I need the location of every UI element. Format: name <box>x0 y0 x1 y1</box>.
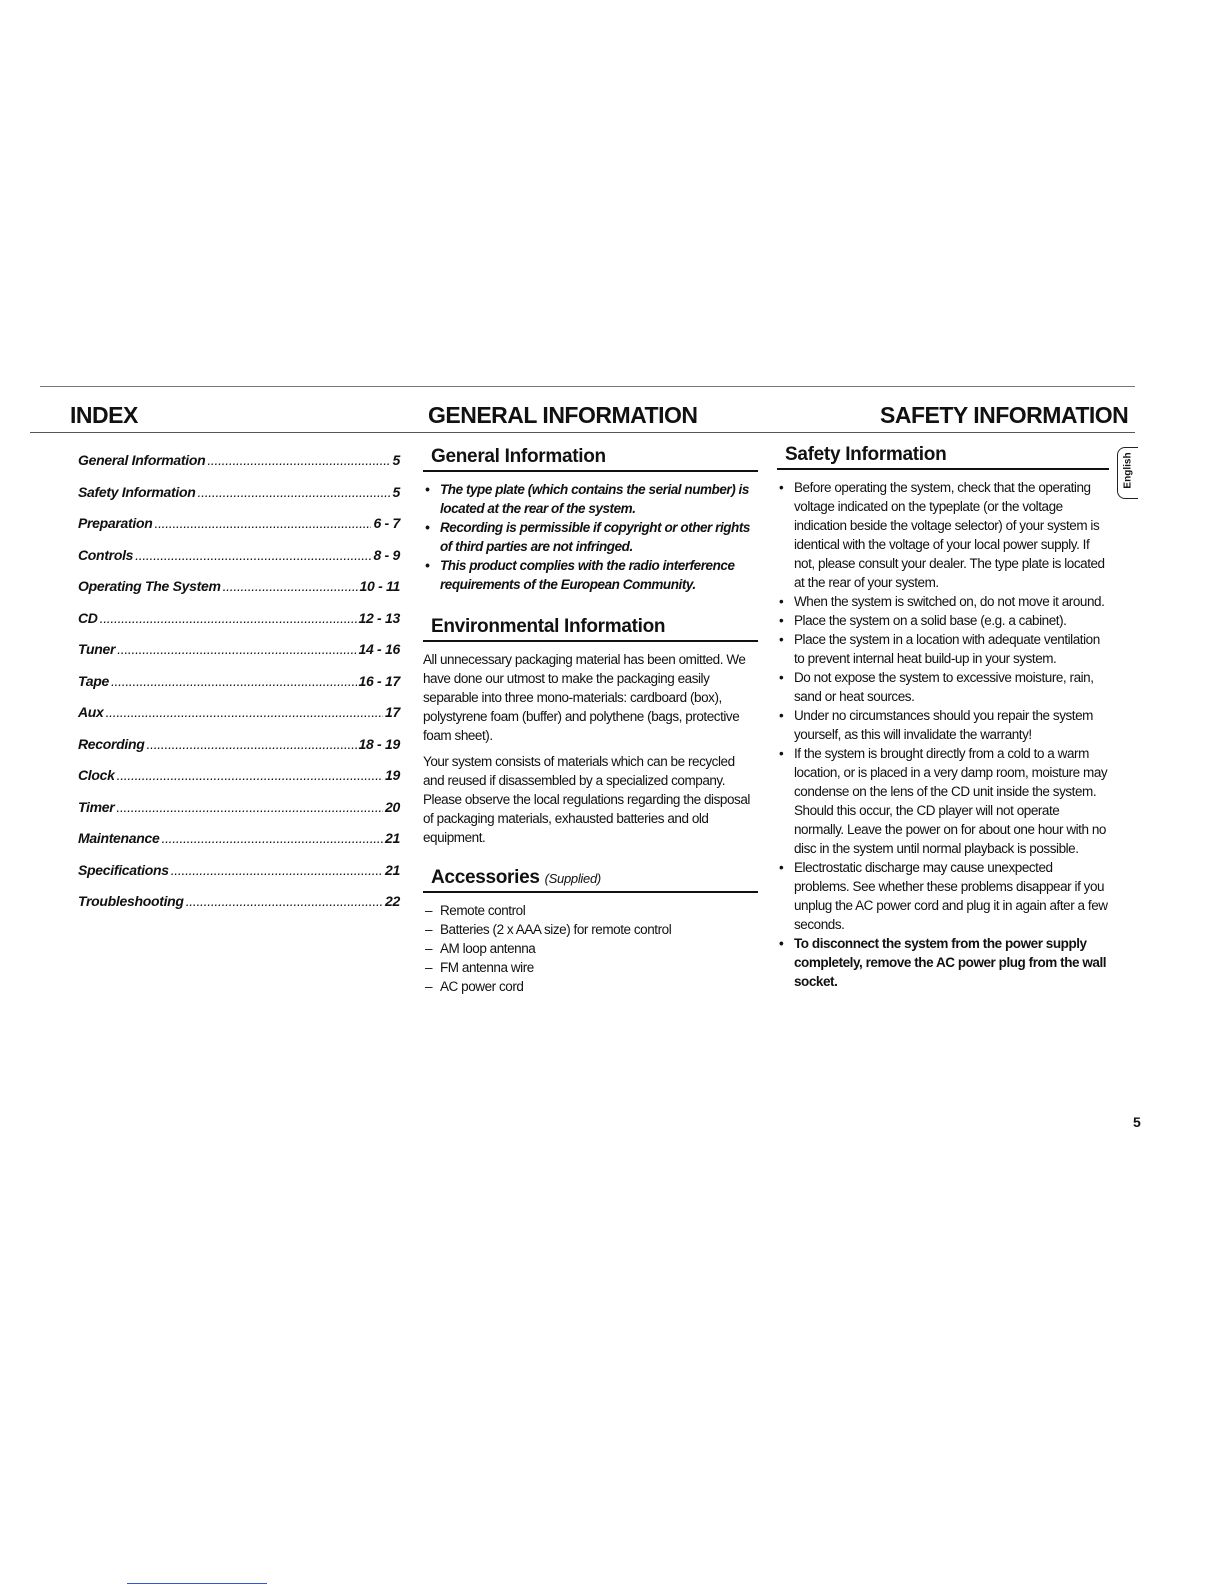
leader-dots <box>135 547 371 563</box>
accessories-title: Accessories <box>431 867 540 888</box>
toc-title: Timer <box>78 798 115 815</box>
toc-page: 22 <box>385 893 400 909</box>
language-tab <box>1117 447 1138 499</box>
toc-page: 21 <box>385 830 400 846</box>
list-item: – AM loop antenna <box>423 939 758 958</box>
toc-page: 17 <box>385 704 400 720</box>
leader-dots <box>162 830 384 846</box>
toc-page: 14 - 16 <box>358 641 400 657</box>
toc-page: 12 - 13 <box>358 609 400 626</box>
list-item: • If the system is brought directly from a cold to a warm location, or is placed in a very damp room, moisture may condense on the lens of the CD unit inside the system. Should this occur, the CD player will not operate normally. Leave the power on for about one hour with no disc in the system until normal playback is possible. <box>777 744 1109 858</box>
toc-title: Operating The System <box>78 578 221 594</box>
toc-entry[interactable] <box>78 704 400 736</box>
toc-entry[interactable] <box>78 641 400 673</box>
general-info-heading: General Information <box>423 444 758 472</box>
toc-entry[interactable] <box>78 610 400 642</box>
list-item: • Place the system on a solid base (e.g. a cabinet). <box>777 611 1109 630</box>
toc-title: Recording <box>78 735 145 752</box>
toc-title: Tape <box>78 672 109 689</box>
list-item: • Do not expose the system to excessive moisture, rain, sand or heat sources. <box>777 668 1109 706</box>
leader-dots <box>171 862 383 878</box>
toc-title: Aux <box>78 704 104 720</box>
general-header: GENERAL INFORMATION <box>428 402 698 428</box>
toc-title: CD <box>78 609 98 626</box>
safety-bullets <box>777 478 1109 991</box>
toc-page: 6 - 7 <box>373 515 400 531</box>
toc-title: Preparation <box>78 515 153 531</box>
toc-entry[interactable] <box>78 578 400 610</box>
leader-dots <box>186 893 383 909</box>
leader-dots <box>155 515 372 531</box>
toc-title: Controls <box>78 546 134 563</box>
list-item: • This product complies with the radio interference requirements of the European Community. <box>423 556 758 594</box>
list-item: • Recording is permissible if copyright or other rights of third parties are not infringed. <box>423 518 758 556</box>
leader-dots <box>100 610 357 626</box>
leader-dots <box>111 673 357 689</box>
safety-info-heading: Safety Information <box>777 442 1109 470</box>
list-item: • Place the system in a location with adequate ventilation to prevent internal heat build-up in your system. <box>777 630 1109 668</box>
safety-column <box>777 442 1109 991</box>
header-rule <box>30 432 1135 433</box>
list-item: • When the system is switched on, do not move it around. <box>777 592 1109 611</box>
language-label: English <box>1122 452 1134 489</box>
leader-dots <box>116 799 383 815</box>
toc-entry[interactable] <box>78 547 400 579</box>
toc-title: Troubleshooting <box>78 893 184 909</box>
toc-page: 16 - 17 <box>358 672 400 689</box>
paragraph: All unnecessary packaging material has been omitted. We have done our utmost to make the packaging easily separable into three mono-materials: cardboard (box), polystyrene foam (buffer) and polythene (bags, protective foam sheet). <box>423 652 746 743</box>
table-of-contents <box>78 452 400 925</box>
toc-entry[interactable] <box>78 673 400 705</box>
list-item: • Before operating the system, check that the operating voltage indicated on the typeplate (or the voltage indication beside the voltage selector) of your system is identical with the voltage of your local power supply. If not, please consult your dealer. The type plate is located at the rear of your system. <box>777 478 1109 592</box>
toc-entry[interactable] <box>78 799 400 831</box>
list-item: – AC power cord <box>423 977 758 996</box>
toc-entry[interactable] <box>78 767 400 799</box>
top-rule <box>40 386 1135 387</box>
general-bullets <box>423 480 758 594</box>
bottom-link-line <box>127 1583 267 1584</box>
environmental-heading: Environmental Information <box>423 614 758 642</box>
toc-title: General Information <box>78 452 206 468</box>
toc-page: 5 <box>392 483 400 500</box>
toc-entry[interactable] <box>78 484 400 516</box>
leader-dots <box>106 704 383 720</box>
toc-entry[interactable] <box>78 862 400 894</box>
toc-title: Tuner <box>78 641 116 657</box>
leader-dots <box>147 736 357 752</box>
toc-page: 18 - 19 <box>358 735 400 752</box>
toc-title: Safety Information <box>78 483 196 500</box>
list-item: • The type plate (which contains the serial number) is located at the rear of the system. <box>423 480 758 518</box>
accessories-list <box>423 901 758 996</box>
toc-page: 19 <box>385 767 400 783</box>
toc-title: Clock <box>78 767 115 783</box>
leader-dots <box>207 452 390 468</box>
paragraph: Your system consists of materials which can be recycled and reused if disassembled by a specialized company. Please observe the local regulations regarding the disposal of packaging materials, exhausted batteries and old equipment. <box>423 754 750 845</box>
accessories-note: (Supplied) <box>544 871 601 886</box>
leader-dots <box>117 767 383 783</box>
list-item: – Remote control <box>423 901 758 920</box>
toc-entry[interactable] <box>78 452 400 484</box>
list-item: – Batteries (2 x AAA size) for remote control <box>423 920 758 939</box>
toc-page: 10 - 11 <box>359 578 400 594</box>
toc-title: Specifications <box>78 861 169 878</box>
leader-dots <box>117 641 356 657</box>
toc-entry[interactable] <box>78 515 400 547</box>
toc-entry[interactable] <box>78 893 400 925</box>
general-column <box>423 444 758 996</box>
list-item: • To disconnect the system from the power supply completely, remove the AC power plug from the wall socket. <box>777 934 1109 991</box>
index-header: INDEX <box>70 402 138 428</box>
toc-title: Maintenance <box>78 830 160 846</box>
toc-entry[interactable] <box>78 736 400 768</box>
accessories-heading <box>423 865 758 893</box>
page-number: 5 <box>1133 1114 1141 1130</box>
leader-dots <box>223 578 358 594</box>
toc-page: 5 <box>392 452 400 468</box>
list-item: • Electrostatic discharge may cause unexpected problems. See whether these problems disappear if you unplug the AC power cord and plug it in again after a few seconds. <box>777 858 1109 934</box>
toc-page: 21 <box>385 861 400 878</box>
list-item: – FM antenna wire <box>423 958 758 977</box>
toc-page: 8 - 9 <box>373 546 400 563</box>
safety-header: SAFETY INFORMATION <box>880 402 1129 428</box>
leader-dots <box>198 484 391 500</box>
list-item: • Under no circumstances should you repair the system yourself, as this will invalidate the warranty! <box>777 706 1109 744</box>
toc-entry[interactable] <box>78 830 400 862</box>
toc-page: 20 <box>385 798 400 815</box>
